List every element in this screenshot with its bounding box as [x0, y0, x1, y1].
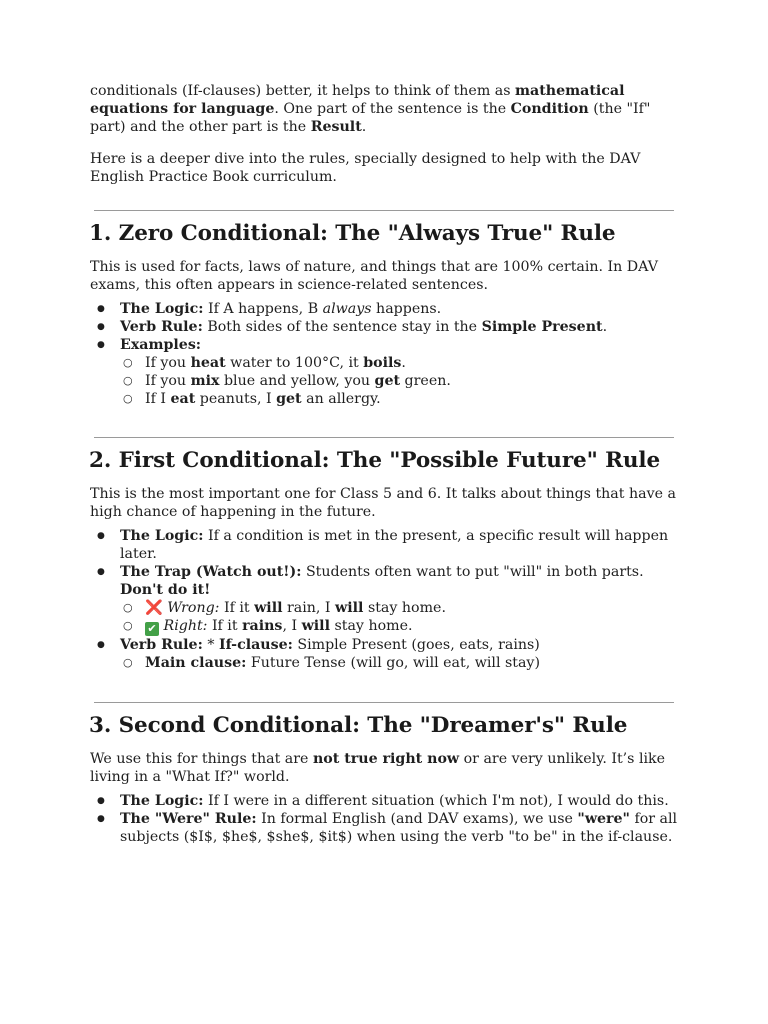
bullet-item	[90, 792, 680, 810]
text-run: rain, I	[282, 600, 336, 616]
text-run: conditionals (If-clauses) better, it helps to think of them as	[90, 83, 516, 99]
section-intro	[90, 750, 680, 786]
text-run: .	[602, 319, 608, 335]
sub-bullet-item	[120, 372, 680, 390]
section-heading: 3. Second Conditional: The "Dreamer's" Rule	[89, 713, 628, 738]
section-heading: 1. Zero Conditional: The "Always True" Rule	[89, 221, 616, 246]
section-heading: 2. First Conditional: The "Possible Future" Rule	[89, 448, 661, 473]
bold-text: heat	[190, 355, 226, 371]
text-run: If A happens, B	[203, 301, 323, 317]
section-second-conditional	[90, 702, 680, 846]
bold-text: Examples:	[120, 337, 202, 353]
text-run: Simple Present (goes, eats, rains)	[292, 637, 540, 653]
bold-text: will	[335, 600, 364, 616]
bold-text: rains	[242, 618, 283, 634]
sub-bullet-list	[120, 654, 680, 672]
document-page	[90, 82, 680, 846]
italic-text: always	[322, 301, 372, 317]
text-run: If you	[145, 373, 191, 389]
section-zero-conditional	[90, 210, 680, 408]
bold-text: "were"	[577, 811, 630, 827]
text-run: peanuts, I	[195, 391, 277, 407]
bold-text: The "Were" Rule:	[120, 811, 257, 827]
bold-text: Result	[310, 119, 362, 135]
bold-text: Verb Rule:	[120, 319, 203, 335]
section-intro	[90, 485, 680, 521]
text-run: If I were in a different situation (which I'm not), I would do this.	[203, 793, 669, 809]
section-divider	[94, 702, 674, 703]
text-run: Here is a deeper dive into the rules, specially designed to help with the DAV English Practice Book curriculum.	[90, 151, 641, 185]
cross-mark-icon: ❌	[145, 600, 163, 616]
text-run: Future Tense (will go, will eat, will stay)	[246, 655, 540, 671]
text-run: or are very unlikely. It’s like living in a "What If?" world.	[90, 751, 666, 785]
text-run: *	[202, 637, 219, 653]
text-run: This is the most important one for Class 5 and 6. It talks about things that have a high chance of happening in the future.	[90, 486, 676, 520]
bold-text: not true right now	[312, 751, 460, 767]
section-divider	[94, 437, 674, 438]
text-run: If it	[219, 600, 255, 616]
text-run: , I	[282, 618, 302, 634]
bullet-item	[90, 636, 680, 672]
bold-text: will	[301, 618, 330, 634]
text-run: Students often want to put "will" in both parts.	[301, 564, 644, 580]
bold-text: get	[374, 373, 401, 389]
text-run: green.	[400, 373, 451, 389]
text-run: for all subjects ($I$, $he$, $she$, $it$) when using the verb "to be" in the if-clause.	[120, 811, 678, 845]
bold-text: mix	[190, 373, 220, 389]
section-divider	[94, 210, 674, 211]
text-run: stay home.	[329, 618, 413, 634]
bold-text: eat	[170, 391, 196, 407]
sub-bullet-item	[120, 654, 680, 672]
section-intro	[90, 258, 680, 294]
bold-text: boils	[363, 355, 402, 371]
text-run: In formal English (and DAV exams), we use	[256, 811, 578, 827]
check-mark-icon: ✔	[145, 622, 159, 636]
text-run: If it	[207, 618, 243, 634]
bold-text: Condition	[510, 101, 589, 117]
sub-bullet-item	[120, 599, 680, 617]
bullet-item	[90, 300, 680, 318]
sub-bullet-list	[120, 354, 680, 408]
bold-text: If-clause:	[218, 637, 293, 653]
text-run: .	[401, 355, 406, 371]
italic-text: Wrong:	[167, 600, 220, 616]
bullet-list	[90, 792, 680, 846]
text-run: . One part of the sentence is the	[274, 101, 511, 117]
bullet-item	[90, 810, 680, 846]
bold-text: Verb Rule:	[120, 637, 203, 653]
bold-text: The Logic:	[120, 793, 204, 809]
intro-paragraph-2	[90, 150, 680, 186]
bullet-list	[90, 527, 680, 672]
bullet-item	[90, 318, 680, 336]
section-first-conditional	[90, 437, 680, 672]
text-run: We use this for things that are	[90, 751, 313, 767]
bold-text: will	[254, 600, 283, 616]
text-run: water to 100°C, it	[225, 355, 364, 371]
bullet-item	[90, 336, 680, 408]
text-run: If a condition is met in the present, a specific result will happen later.	[120, 528, 669, 562]
text-run: If you	[145, 355, 191, 371]
text-run: (the "If" part) and the other part is the	[90, 101, 651, 135]
text-run: .	[361, 119, 367, 135]
sub-bullet-item	[120, 617, 680, 636]
bullet-item	[90, 563, 680, 636]
bold-text: get	[276, 391, 302, 407]
sub-bullet-item	[120, 390, 680, 408]
text-run: an allergy.	[301, 391, 381, 407]
intro-paragraph-1	[90, 82, 680, 136]
bold-text: The Trap (Watch out!):	[120, 564, 302, 580]
text-run: If I	[145, 391, 171, 407]
text-run: stay home.	[363, 600, 446, 616]
text-run: This is used for facts, laws of nature, and things that are 100% certain. In DAV exams, this often appears in science-related sentences.	[90, 259, 658, 293]
sub-bullet-item	[120, 354, 680, 372]
italic-text: Right:	[163, 618, 208, 634]
text-run: blue and yellow, you	[219, 373, 375, 389]
bold-text: mathematical equations for language	[90, 83, 625, 117]
bold-text: Main clause:	[145, 655, 247, 671]
bold-text: The Logic:	[120, 301, 204, 317]
bold-text: Simple Present	[481, 319, 603, 335]
bullet-list	[90, 300, 680, 408]
bold-text: Don't do it!	[120, 582, 211, 598]
bold-text: The Logic:	[120, 528, 204, 544]
text-run: Both sides of the sentence stay in the	[202, 319, 482, 335]
sub-bullet-list	[120, 599, 680, 636]
text-run: happens.	[371, 301, 442, 317]
bullet-item	[90, 527, 680, 563]
